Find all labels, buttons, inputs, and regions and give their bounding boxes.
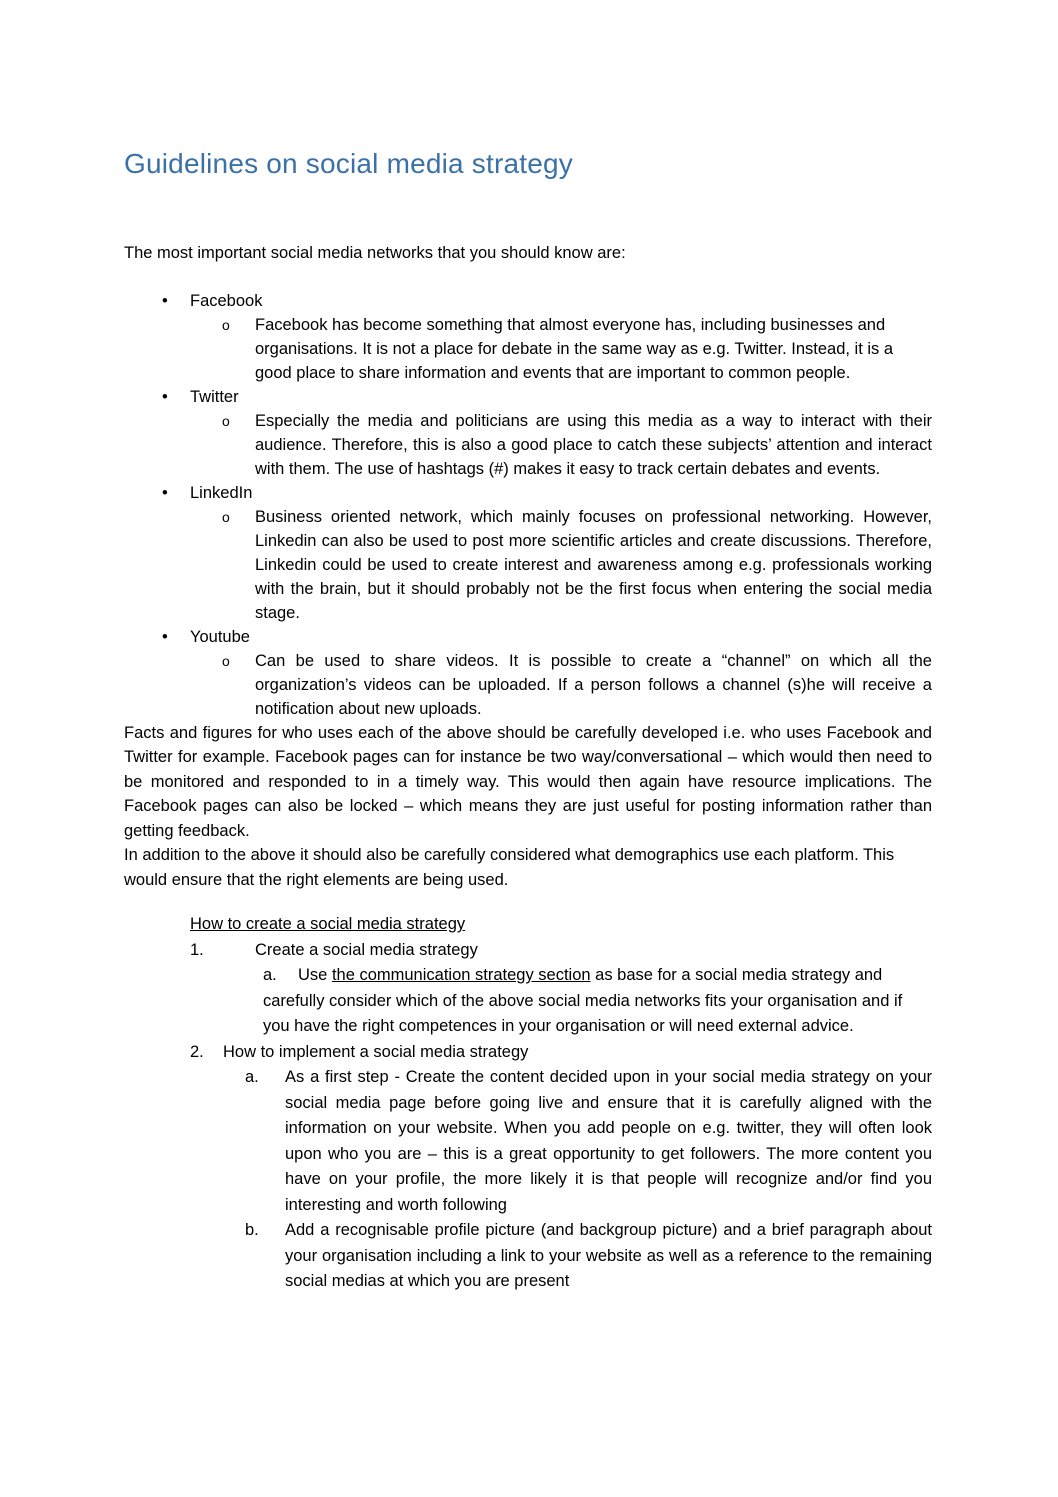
body-paragraph-demographics: In addition to the above it should also be carefully considered what demographics use each platform. This would ensure that the right elements are being used. [124, 846, 895, 889]
network-name: Twitter [190, 387, 239, 406]
list-item-twitter [160, 385, 932, 409]
item-label: How to implement a social media strategy [223, 1042, 529, 1061]
sub-item-text: as base for a social media strategy and carefully consider which of the above social media networks fits your organisation and if you have the right competences in your organisation or will need external advice. [263, 966, 903, 1036]
network-name: LinkedIn [190, 483, 253, 502]
network-description: Can be used to share videos. It is possible to create a “channel” on which all the organization’s videos can be uploaded. If a person follows a channel (s)he will receive a notification about new uploads. [255, 651, 932, 718]
body-paragraph-facts: Facts and figures for who uses each of the above should be carefully developed i.e. who uses Facebook and Twitter for example. Facebook pages can for instance be two way/conversational – which would then need to be monitored and responded to in a timely way. This would then again have resource implications. The Facebook pages can also be locked – which means they are just useful for posting information rather than getting feedback. [124, 723, 932, 840]
network-description: Facebook has become something that almost everyone has, including businesses and organisations. It is not a place for debate in the same way as e.g. Twitter. Instead, it is a good place to share information and events that are important to common people. [255, 315, 894, 382]
list-item-youtube [160, 625, 932, 649]
network-description: Business oriented network, which mainly focuses on professional networking. However, Linkedin can also be used to post more scientific articles and create discussions. Therefore, Linkedin could be used to create interest and awareness among e.g. professionals working with the brain, but it should probably not be the first focus when entering the social media stage. [255, 507, 932, 622]
item-label: Create a social media strategy [255, 940, 478, 959]
network-name: Youtube [190, 627, 250, 646]
sub-item-text: Use [298, 966, 332, 985]
sub-item-text: As a first step - Create the content decided upon in your social media strategy on your social media page before going live and ensure that it is carefully aligned with the information on your website. When you add people on e.g. twitter, they will often look upon who you are – this is a great opportunity to get followers. The more content you have on your profile, the more likely it is that people will recognize and/or find you interesting and worth following [285, 1068, 932, 1214]
sub-item-1a [263, 963, 932, 1040]
list-item-linkedin [160, 481, 932, 505]
network-list [124, 289, 932, 721]
bullet-icon: • [162, 627, 168, 646]
intro-paragraph: The most important social media networks that you should know are: [124, 243, 626, 262]
sub-item-2a [245, 1065, 932, 1218]
bullet-icon: • [162, 387, 168, 406]
circle-bullet-icon: o [222, 652, 230, 669]
list-item-facebook-description [222, 313, 932, 385]
item-number: 1. [190, 940, 204, 959]
numbered-item-2 [190, 1040, 932, 1066]
list-item-linkedin-description [222, 505, 932, 625]
underlined-reference: the communication strategy section [331, 966, 591, 985]
sub-item-marker: b. [245, 1221, 259, 1240]
page-title: Guidelines on social media strategy [124, 148, 574, 179]
circle-bullet-icon: o [222, 508, 230, 525]
sub-item-2b [245, 1218, 932, 1295]
sub-item-marker: a. [263, 966, 277, 985]
network-name: Facebook [190, 291, 263, 310]
list-item-youtube-description [222, 649, 932, 721]
circle-bullet-icon: o [222, 412, 230, 429]
bullet-icon: • [162, 483, 168, 502]
circle-bullet-icon: o [222, 316, 230, 333]
list-item-twitter-description [222, 409, 932, 481]
list-item-facebook [160, 289, 932, 313]
network-description: Especially the media and politicians are using this media as a way to interact with their audience. Therefore, this is also a good place to catch these subjects’ attention and interact with them. The use of hashtags (#) makes it easy to track certain debates and events. [255, 411, 932, 478]
bullet-icon: • [162, 291, 168, 310]
section-heading: How to create a social media strategy [190, 915, 466, 934]
howto-section [190, 912, 932, 1295]
sub-item-marker: a. [245, 1068, 259, 1087]
sub-item-text: Add a recognisable profile picture (and backgroup picture) and a brief paragraph about your organisation including a link to your website as well as a reference to the remaining social medias at which you are present [285, 1221, 932, 1291]
numbered-item-1 [190, 938, 932, 964]
item-number: 2. [190, 1042, 204, 1061]
